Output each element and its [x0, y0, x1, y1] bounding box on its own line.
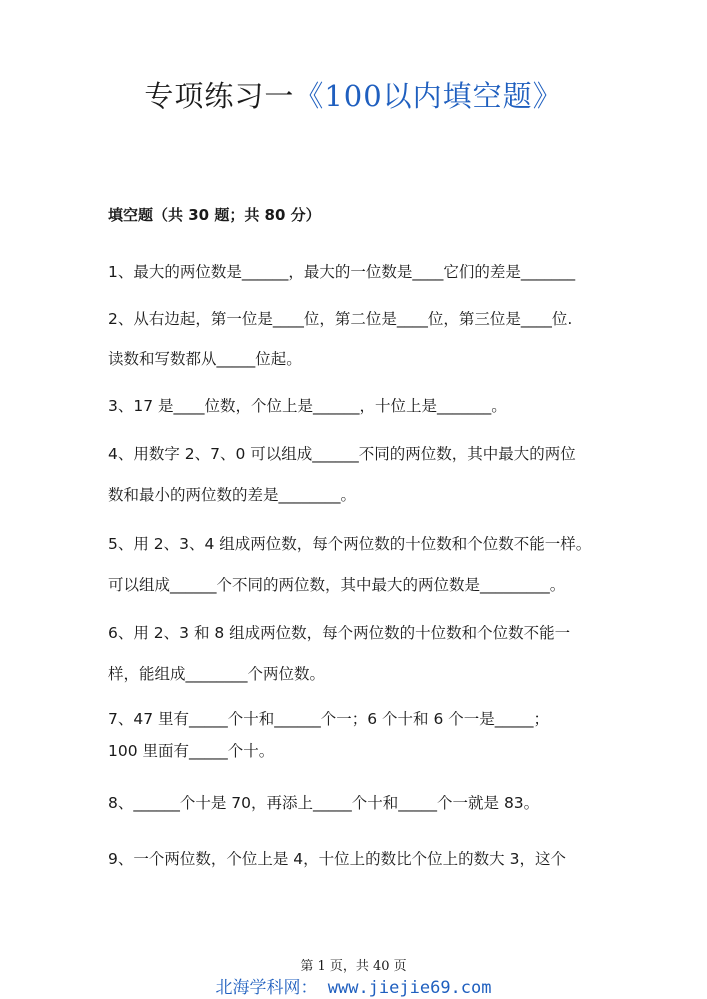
question-line: 1、最大的两位数是______，最大的一位数是____它们的差是_______	[108, 263, 576, 281]
question-line: 4、用数字 2、7、0 可以组成______不同的两位数，其中最大的两位	[108, 445, 576, 463]
question-line: 数和最小的两位数的差是________。	[108, 486, 357, 504]
title-accent: 《100以内填空题》	[294, 79, 563, 113]
question-line: 6、用 2、3 和 8 组成两位数，每个两位数的十位数和个位数不能一	[108, 624, 571, 642]
site-watermark: 北海学科网： www.jiejie69.com	[215, 978, 492, 998]
question-line: 读数和写数都从_____位起。	[108, 350, 302, 368]
title-main: 专项练习一	[144, 79, 295, 113]
page-title	[0, 74, 707, 115]
question-line: 3、17 是____位数，个位上是______，十位上是_______。	[108, 397, 507, 415]
question-line: 5、用 2、3、4 组成两位数，每个两位数的十位数和个位数不能一样。	[108, 535, 592, 553]
question-line: 100 里面有_____个十。	[108, 742, 275, 760]
question-line: 7、47 里有_____个十和______个一；6 个十和 6 个一是_____；	[108, 710, 550, 728]
page-number: 第 1 页，共 40 页	[300, 959, 407, 974]
question-line: 2、从右边起，第一位是____位，第二位是____位，第三位是____位.	[108, 310, 573, 328]
section-heading: 填空题（共 30 题；共 80 分）	[108, 206, 321, 224]
question-line: 样，能组成________个两位数。	[108, 665, 326, 683]
question-line: 8、______个十是 70，再添上_____个十和_____个一就是 83。	[108, 794, 540, 812]
question-line: 9、一个两位数，个位上是 4，十位上的数比个位上的数大 3，这个	[108, 850, 566, 868]
question-line: 可以组成______个不同的两位数，其中最大的两位数是_________。	[108, 576, 566, 594]
